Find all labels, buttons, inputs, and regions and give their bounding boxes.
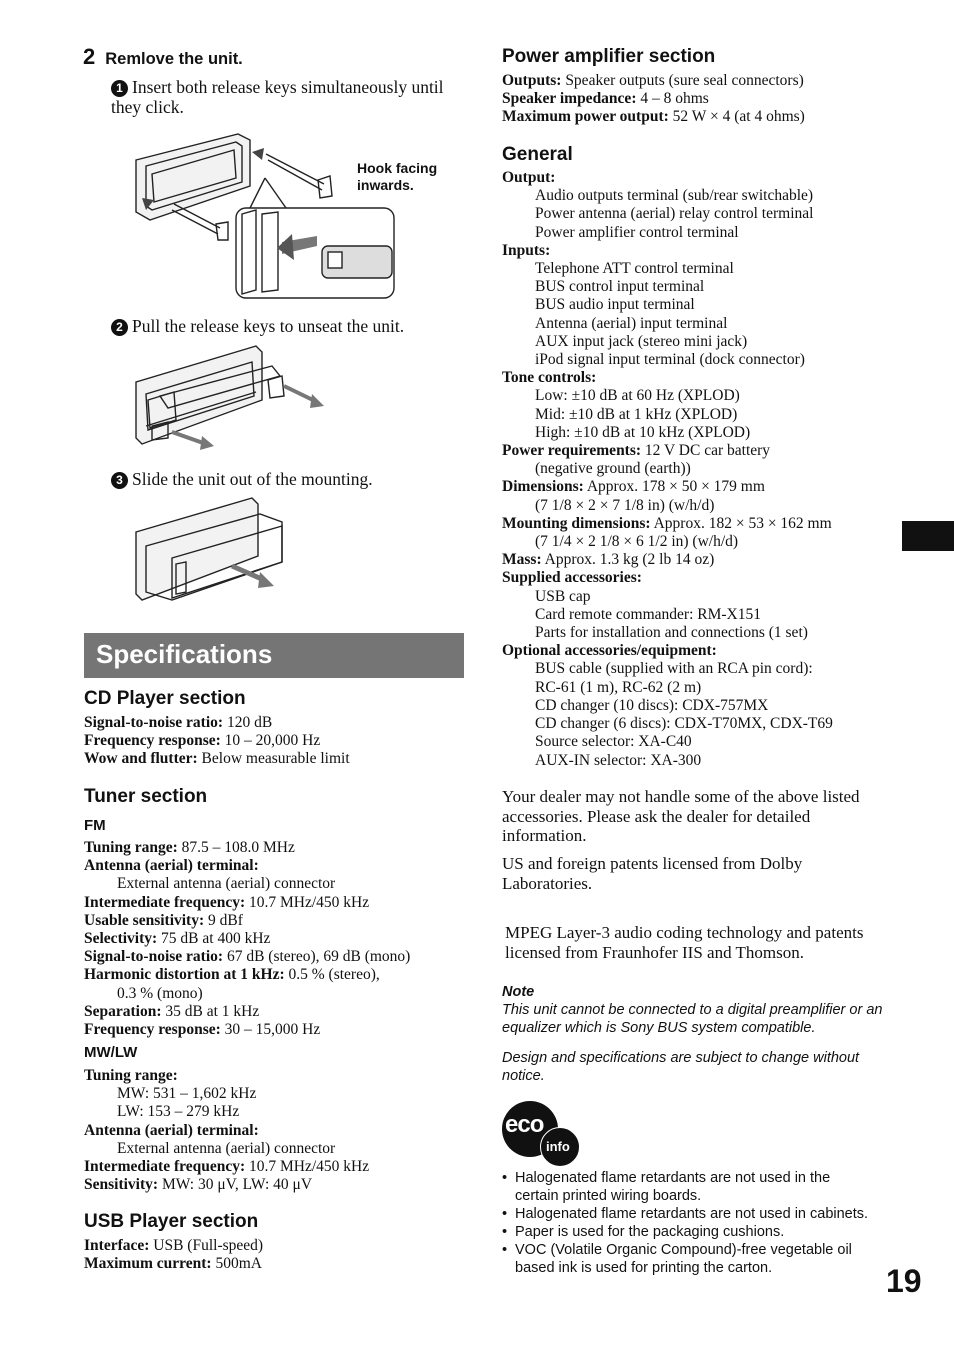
spec-value: 0.5 % (stereo), <box>284 966 380 984</box>
cd-section-heading: CD Player section <box>84 688 246 709</box>
spec-value: 30 – 15,000 Hz <box>220 1021 321 1039</box>
spec-line: Telephone ATT control terminal <box>535 260 734 278</box>
spec-value: 75 dB at 400 kHz <box>157 930 271 948</box>
spec-key: Signal-to-noise ratio: <box>84 714 224 731</box>
design-notice: Design and specifications are subject to change without notice. <box>502 1050 860 1084</box>
tuner-section-heading: Tuner section <box>84 786 208 807</box>
spec-row <box>84 930 464 948</box>
spec-key: Tone controls: <box>502 369 597 387</box>
spec-row <box>84 1003 464 1021</box>
usb-section-specs <box>84 1237 464 1273</box>
dolby-notice: US and foreign patents licensed from Dolby Laboratories. <box>502 854 803 893</box>
spec-key: Speaker impedance: <box>502 90 637 108</box>
fm-heading: FM <box>84 817 106 834</box>
mpeg-notice: MPEG Layer-3 audio coding technology and patents licensed from Fraunhofer IIS and Thomson. <box>505 923 864 962</box>
spec-row <box>84 1122 464 1140</box>
spec-line: MW: 531 – 1,602 kHz <box>117 1085 257 1103</box>
step-number: 2 <box>83 44 96 69</box>
substep-3 <box>111 469 451 489</box>
list-item: • Halogenated flame retardants are not used in cabinets. <box>502 1205 872 1223</box>
spec-value: 52 W × 4 (at 4 ohms) <box>668 108 805 126</box>
dealer-notice: Your dealer may not handle some of the above listed accessories. Please ask the dealer for detailed information. <box>502 787 860 845</box>
hook-label: Hook facing inwards. <box>357 160 438 193</box>
spec-value: 12 V DC car battery <box>641 442 771 460</box>
substep-text: Insert both release keys simultaneously until they click. <box>111 77 444 117</box>
spec-line: Parts for installation and connections (1 set) <box>535 624 808 642</box>
spec-row <box>502 242 902 260</box>
spec-value: 4 – 8 ohms <box>636 90 709 108</box>
pull-unit-illustration <box>132 340 332 455</box>
spec-key: Frequency response: <box>84 1021 221 1039</box>
spec-line: AUX input jack (stereo mini jack) <box>535 332 748 350</box>
spec-key: Interface: <box>84 1237 150 1254</box>
spec-row <box>502 569 902 587</box>
spec-value: 10.7 MHz/450 kHz <box>245 1158 370 1176</box>
eco-logo-text: eco <box>505 1111 544 1138</box>
spec-row <box>84 732 464 750</box>
substep-1 <box>111 77 451 117</box>
spec-value: 35 dB at 1 kHz <box>161 1002 260 1020</box>
spec-line: Antenna (aerial) input terminal <box>535 314 728 332</box>
spec-value: Approx. 178 × 50 × 179 mm <box>583 478 765 496</box>
specifications-title: Specifications <box>96 639 273 669</box>
spec-line: Card remote commander: RM-X151 <box>535 605 761 623</box>
spec-row <box>84 1021 464 1039</box>
step-heading <box>83 44 243 70</box>
spec-key: Sensitivity: <box>84 1176 159 1194</box>
spec-value: 120 dB <box>223 714 273 731</box>
spec-value: 67 dB (stereo), 69 dB (mono) <box>223 948 411 966</box>
spec-row <box>84 839 464 857</box>
spec-key: Tuning range: <box>84 1067 178 1084</box>
spec-key: Intermediate frequency: <box>84 1158 246 1176</box>
eco-logo-subtext: info <box>546 1139 570 1154</box>
spec-line: External antenna (aerial) connector <box>117 875 336 893</box>
spec-key: Output: <box>502 169 556 186</box>
spec-line: BUS cable (supplied with an RCA pin cord): <box>535 660 813 678</box>
spec-value: 500mA <box>211 1255 262 1273</box>
spec-line: (negative ground (earth)) <box>535 460 691 478</box>
spec-line: RC-61 (1 m), RC-62 (2 m) <box>535 678 702 696</box>
spec-row <box>502 478 902 496</box>
list-item: • Paper is used for the packaging cushions. <box>502 1223 872 1241</box>
spec-row <box>502 108 902 126</box>
amp-section-specs <box>502 72 902 127</box>
cd-section-specs <box>84 714 464 769</box>
spec-key: Dimensions: <box>502 478 584 496</box>
spec-row <box>84 1237 464 1255</box>
spec-line: Power amplifier control terminal <box>535 223 739 241</box>
spec-line: High: ±10 dB at 10 kHz (XPLOD) <box>535 423 751 441</box>
usb-section-heading: USB Player section <box>84 1211 259 1232</box>
page-number: 19 <box>886 1263 922 1299</box>
spec-row <box>502 169 902 187</box>
spec-line: Source selector: XA-C40 <box>535 733 692 751</box>
spec-row <box>84 1158 464 1176</box>
spec-row <box>84 857 464 875</box>
spec-key: Supplied accessories: <box>502 569 642 587</box>
spec-row <box>502 551 902 569</box>
spec-value: 10 – 20,000 Hz <box>220 732 321 750</box>
spec-row <box>502 369 902 387</box>
spec-line: Audio outputs terminal (sub/rear switchable) <box>535 187 814 205</box>
eco-bullet-list <box>502 1169 872 1277</box>
substep-text: Pull the release keys to unseat the unit. <box>132 316 405 336</box>
spec-row <box>84 1255 464 1273</box>
amp-section-heading: Power amplifier section <box>502 46 716 67</box>
spec-key: Intermediate frequency: <box>84 893 246 911</box>
spec-line: AUX-IN selector: XA-300 <box>535 751 702 769</box>
eco-info-logo <box>502 1101 578 1165</box>
mwlw-heading: MW/LW <box>84 1044 138 1061</box>
spec-line: CD changer (6 discs): CDX-T70MX, CDX-T69 <box>535 715 833 733</box>
note-title: Note <box>502 984 535 1000</box>
spec-line: BUS audio input terminal <box>535 296 695 314</box>
spec-row <box>502 442 902 460</box>
spec-value: Approx. 182 × 53 × 162 mm <box>650 514 832 532</box>
list-item: • VOC (Volatile Organic Compound)-free vegetable oil based ink is used for printing the carton. <box>502 1241 872 1277</box>
spec-line: Power antenna (aerial) relay control terminal <box>535 205 814 223</box>
spec-value: 9 dBf <box>204 911 243 929</box>
section-tab-marker <box>902 521 954 551</box>
spec-row <box>84 750 464 768</box>
spec-key: Mass: <box>502 551 542 569</box>
substep-text: Slide the unit out of the mounting. <box>132 469 373 489</box>
spec-row <box>84 1067 464 1085</box>
substep-number: 2 <box>111 319 128 336</box>
spec-line: Low: ±10 dB at 60 Hz (XPLOD) <box>535 387 740 405</box>
spec-line: External antenna (aerial) connector <box>117 1139 336 1157</box>
spec-key: Antenna (aerial) terminal: <box>84 1121 259 1139</box>
spec-key: Mounting dimensions: <box>502 514 651 532</box>
spec-row <box>502 515 902 533</box>
spec-key: Usable sensitivity: <box>84 911 205 929</box>
spec-key: Outputs: <box>502 72 562 89</box>
general-section-specs <box>502 169 902 770</box>
spec-key: Signal-to-noise ratio: <box>84 948 224 966</box>
specifications-title-bar <box>84 633 464 678</box>
general-section-heading: General <box>502 144 573 165</box>
spec-line: 0.3 % (mono) <box>117 984 203 1002</box>
spec-key: Tuning range: <box>84 839 178 856</box>
fm-specs <box>84 839 464 1039</box>
spec-value: Speaker outputs (sure seal connectors) <box>561 72 804 89</box>
spec-line: Mid: ±10 dB at 1 kHz (XPLOD) <box>535 405 738 423</box>
spec-key: Selectivity: <box>84 930 158 948</box>
spec-value: USB (Full-speed) <box>149 1237 264 1254</box>
spec-key: Maximum current: <box>84 1255 212 1273</box>
spec-row <box>84 894 464 912</box>
substep-number: 3 <box>111 472 128 489</box>
spec-key: Wow and flutter: <box>84 750 198 768</box>
spec-row <box>502 642 902 660</box>
spec-row <box>84 948 464 966</box>
spec-value: MW: 30 μV, LW: 40 μV <box>158 1176 313 1194</box>
spec-row <box>84 1176 464 1194</box>
spec-line: USB cap <box>535 587 591 605</box>
spec-key: Antenna (aerial) terminal: <box>84 857 259 875</box>
note-text: This unit cannot be connected to a digital preamplifier or an equalizer which is Sony BUS system compatible. <box>502 1002 883 1036</box>
spec-key: Harmonic distortion at 1 kHz: <box>84 966 285 984</box>
spec-key: Power requirements: <box>502 442 642 460</box>
spec-value: Approx. 1.3 kg (2 lb 14 oz) <box>541 551 715 569</box>
spec-value: 10.7 MHz/450 kHz <box>245 893 370 911</box>
substep-2 <box>111 316 451 336</box>
spec-key: Optional accessories/equipment: <box>502 642 717 660</box>
spec-line: (7 1/8 × 2 × 7 1/8 in) (w/h/d) <box>535 496 715 514</box>
spec-line: LW: 153 – 279 kHz <box>117 1103 240 1121</box>
spec-key: Inputs: <box>502 241 551 259</box>
spec-row <box>84 714 464 732</box>
list-item: • Halogenated flame retardants are not used in the certain printed wiring boards. <box>502 1169 872 1205</box>
spec-key: Frequency response: <box>84 732 221 750</box>
slide-unit-illustration <box>132 492 292 604</box>
spec-row <box>84 966 464 984</box>
step-title: Remlove the unit. <box>105 50 243 68</box>
spec-line: BUS control input terminal <box>535 278 705 296</box>
mwlw-specs <box>84 1067 464 1194</box>
release-keys-illustration <box>132 130 402 302</box>
spec-value: Below measurable limit <box>197 750 350 768</box>
spec-row <box>502 72 902 90</box>
spec-value: 87.5 – 108.0 MHz <box>177 839 295 856</box>
substep-number: 1 <box>111 80 128 97</box>
spec-key: Maximum power output: <box>502 108 669 126</box>
spec-line: iPod signal input terminal (dock connector) <box>535 351 805 369</box>
spec-line: (7 1/4 × 2 1/8 × 6 1/2 in) (w/h/d) <box>535 533 739 551</box>
spec-row <box>502 90 902 108</box>
spec-row <box>84 912 464 930</box>
spec-line: CD changer (10 discs): CDX-757MX <box>535 696 769 714</box>
spec-key: Separation: <box>84 1002 162 1020</box>
